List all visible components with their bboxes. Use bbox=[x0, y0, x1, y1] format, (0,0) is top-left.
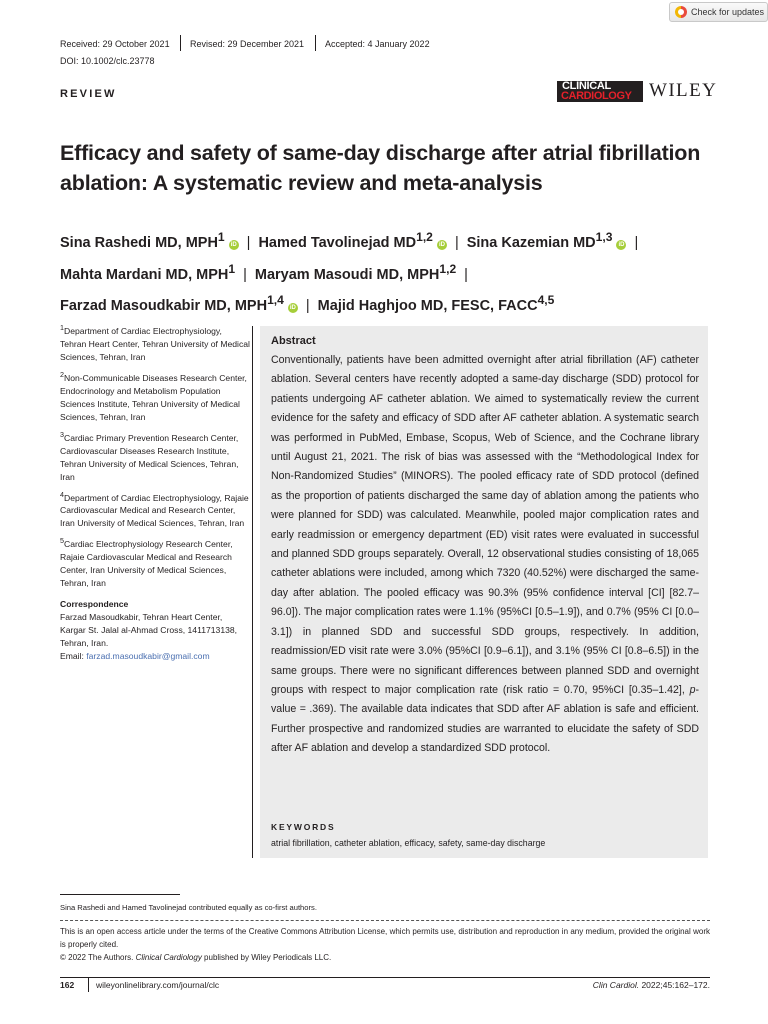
correspondence-address: Farzad Masoudkabir, Tehran Heart Center, Kargar St. Jalal al-Ahmad Cross, 1411713138, Tehran, Iran. bbox=[60, 612, 238, 649]
abstract-heading: Abstract bbox=[271, 335, 316, 347]
citation bbox=[593, 980, 710, 990]
citation-details: 2022;45:162–172. bbox=[639, 980, 710, 990]
author bbox=[60, 261, 236, 283]
author-name: Maryam Masoudi MD, MPH bbox=[254, 266, 440, 283]
author-separator: | bbox=[454, 234, 459, 251]
orcid-icon[interactable]: iD bbox=[289, 305, 296, 312]
header-divider bbox=[315, 35, 316, 51]
keywords-heading: KEYWORDS bbox=[271, 822, 336, 832]
author-separator: | bbox=[243, 266, 247, 283]
author-separator: | bbox=[464, 266, 468, 283]
received-date: Received: 29 October 2021 bbox=[60, 39, 170, 49]
affiliations bbox=[60, 322, 250, 663]
affiliation bbox=[60, 535, 250, 590]
affiliation-text: Department of Cardiac Electrophysiology, Tehran Heart Center, Tehran University of Medical Sciences, Tehran, Iran bbox=[60, 325, 250, 362]
orcid-icon[interactable]: iD bbox=[438, 241, 445, 248]
license-divider bbox=[60, 920, 710, 921]
author-name: Hamed Tavolinejad MD bbox=[258, 234, 417, 251]
author-affiliation-sup: 1,3 bbox=[595, 230, 613, 244]
affiliation-text: Cardiac Primary Prevention Research Center, Cardiovascular Diseases Research Institute, Tehran University of Medical Sciences, Tehran, Iran bbox=[60, 432, 239, 482]
affiliation-number: 2 bbox=[60, 370, 64, 379]
author-list bbox=[60, 224, 720, 319]
affiliation-text: Non-Communicable Diseases Research Center, Endocrinology and Metabolism Population Sciences Institute, Tehran University of Medical Sciences, Tehran, Iran bbox=[60, 372, 247, 422]
citation-journal: Clin Cardiol. bbox=[592, 980, 640, 990]
author-affiliation-sup: 1,4 bbox=[267, 293, 284, 308]
author-name: Sina Kazemian MD bbox=[466, 234, 596, 251]
abstract-text-part-2: -value = .369). The available data indicates that SDD after AF ablation is safe and efficient. Further prospective and randomized studies are warranted to elucidate the safety of SDD after AF ablation and develop a standardized SDD protocol. bbox=[271, 683, 699, 755]
author-separator: | bbox=[634, 234, 639, 251]
author-affiliation-sup: 1 bbox=[228, 261, 236, 276]
abstract-panel bbox=[260, 326, 708, 858]
affiliation-number: 4 bbox=[60, 490, 64, 499]
author-name: Sina Rashedi MD, MPH bbox=[60, 234, 218, 251]
author-separator: | bbox=[305, 298, 310, 315]
author-name: Majid Haghjoo MD, FESC, FACC bbox=[317, 298, 538, 315]
copyright-journal: Clinical Cardiology bbox=[135, 953, 202, 962]
keywords-list: atrial fibrillation, catheter ablation, efficacy, safety, same-day discharge bbox=[271, 838, 546, 848]
article-title: Efficacy and safety of same-day discharge after atrial fibrillation ablation: A systematic review and meta-analysis bbox=[60, 141, 701, 195]
check-for-updates-label: Check for updates bbox=[691, 7, 765, 17]
correspondence-email-line bbox=[60, 650, 250, 663]
logo-line-1: CLINICAL bbox=[562, 80, 611, 92]
affiliation-number: 3 bbox=[60, 430, 64, 439]
author bbox=[317, 293, 555, 315]
crossmark-icon bbox=[675, 6, 687, 18]
author-affiliation-sup: 1,2 bbox=[439, 261, 457, 276]
email-label: Email: bbox=[60, 651, 87, 662]
page-footer-divider bbox=[60, 977, 710, 978]
author-name: Mahta Mardani MD, MPH bbox=[60, 266, 229, 283]
cofirst-footnote: Sina Rashedi and Hamed Tavolinejad contributed equally as co-first authors. bbox=[60, 903, 317, 912]
wiley-logo: WILEY bbox=[649, 80, 718, 101]
section-label: REVIEW bbox=[60, 88, 117, 100]
author-separator: | bbox=[246, 234, 251, 251]
journal-url[interactable]: wileyonlinelibrary.com/journal/clc bbox=[96, 980, 220, 990]
author bbox=[60, 230, 239, 251]
footer-divider bbox=[88, 978, 89, 992]
author bbox=[254, 261, 457, 283]
page-number: 162 bbox=[60, 980, 75, 990]
copyright-publisher: published by Wiley Periodicals LLC. bbox=[201, 953, 332, 962]
author bbox=[258, 230, 446, 251]
affiliation-text: Cardiac Electrophysiology Research Center, Rajaie Cardiovascular Medical and Research Center, Iran University of Medical Sciences, Tehran, Iran bbox=[60, 539, 233, 589]
orcid-icon[interactable]: iD bbox=[618, 241, 625, 248]
author-affiliation-sup: 1,2 bbox=[416, 230, 433, 244]
correspondence-heading: Correspondence bbox=[60, 599, 129, 610]
affiliation bbox=[60, 369, 250, 424]
logo-line-2: CARDIOLOGY bbox=[561, 90, 632, 102]
affiliation bbox=[60, 322, 250, 364]
author-affiliation-sup: 4,5 bbox=[537, 293, 555, 308]
doi[interactable]: DOI: 10.1002/clc.23778 bbox=[60, 56, 155, 66]
correspondence-email-link[interactable]: farzad.masoudkabir@gmail.com bbox=[86, 651, 210, 662]
affiliation bbox=[60, 489, 250, 531]
affiliation bbox=[60, 429, 250, 484]
copyright-line bbox=[60, 952, 331, 965]
author bbox=[466, 230, 627, 251]
abstract-p-italic: p bbox=[689, 683, 696, 696]
header-divider bbox=[180, 35, 181, 51]
author-name: Farzad Masoudkabir MD, MPH bbox=[60, 298, 268, 315]
affiliation-number: 5 bbox=[60, 537, 64, 546]
abstract-body bbox=[271, 351, 699, 759]
clinical-cardiology-logo bbox=[557, 81, 643, 102]
copyright-text: © 2022 The Authors. bbox=[60, 953, 136, 962]
license-text: This is an open access article under the terms of the Creative Commons Attribution License, which permits use, distribution and reproduction in any medium, provided the original work is properly cited. bbox=[60, 927, 710, 949]
abstract-text-part-1: Conventionally, patients have been admitted overnight after atrial fibrillation (AF) catheter ablation. Several centers have recently adopted a same-day discharge (SDD) protocol for patients undergoing AF catheter ablation. We aimed to systematically review the current evidence for the safety and efficacy of SDD after AF catheter ablation. A systematic search was performed in PubMed, Embase, Scopus, Web of Science, and the Cochrane library until August 21, 2021. The risk of bias was assessed with the “Methodological Index for Non-Randomized Studies” (MINORS). The pooled efficacy rate of SDD protocol (defined as the proportion of patients discharged the same day of ablation among the patients who were planned for SDD) was calculated. Meanwhile, pooled major complication rates and early readmission or emergency department (ED) visit rates were evaluated in successful and planned SDD groups separately. Overall, 12 observational studies consisting of 18,065 catheter ablations were included, among which 7320 (40.52%) were discharged the same-day after ablation. The pooled efficacy was 90.3% (95% confidence interval [CI] [82.7–96.0]). The major complication rates were 1.1% (95%CI [0.5–1.9]), and 0.7% (95% CI [0.0–3.1]) in planned SDD and successful SDD groups, respectively. In addition, readmission/ED visit rate were 3.0% (95%CI [0.9–6.1]), and 3.1% (95% CI [0.8–6.5]) in the same groups. There were no significant differences between planned SDD and overnight groups with respect to major complication rate (risk ratio = 0.70, 95%CI [0.35–1.42], bbox=[271, 354, 699, 696]
footnote-divider bbox=[60, 894, 180, 895]
affiliation-number: 1 bbox=[60, 324, 64, 332]
revised-date: Revised: 29 December 2021 bbox=[190, 39, 305, 49]
author-affiliation-sup: 1 bbox=[217, 230, 225, 244]
check-for-updates-button[interactable] bbox=[669, 2, 768, 22]
author bbox=[60, 293, 298, 315]
orcid-icon[interactable]: iD bbox=[230, 241, 237, 248]
accepted-date: Accepted: 4 January 2022 bbox=[325, 39, 430, 49]
affiliation-text: Department of Cardiac Electrophysiology, Rajaie Cardiovascular Medical and Research Center, Iran University of Medical Sciences, Tehran, Iran bbox=[60, 492, 249, 529]
